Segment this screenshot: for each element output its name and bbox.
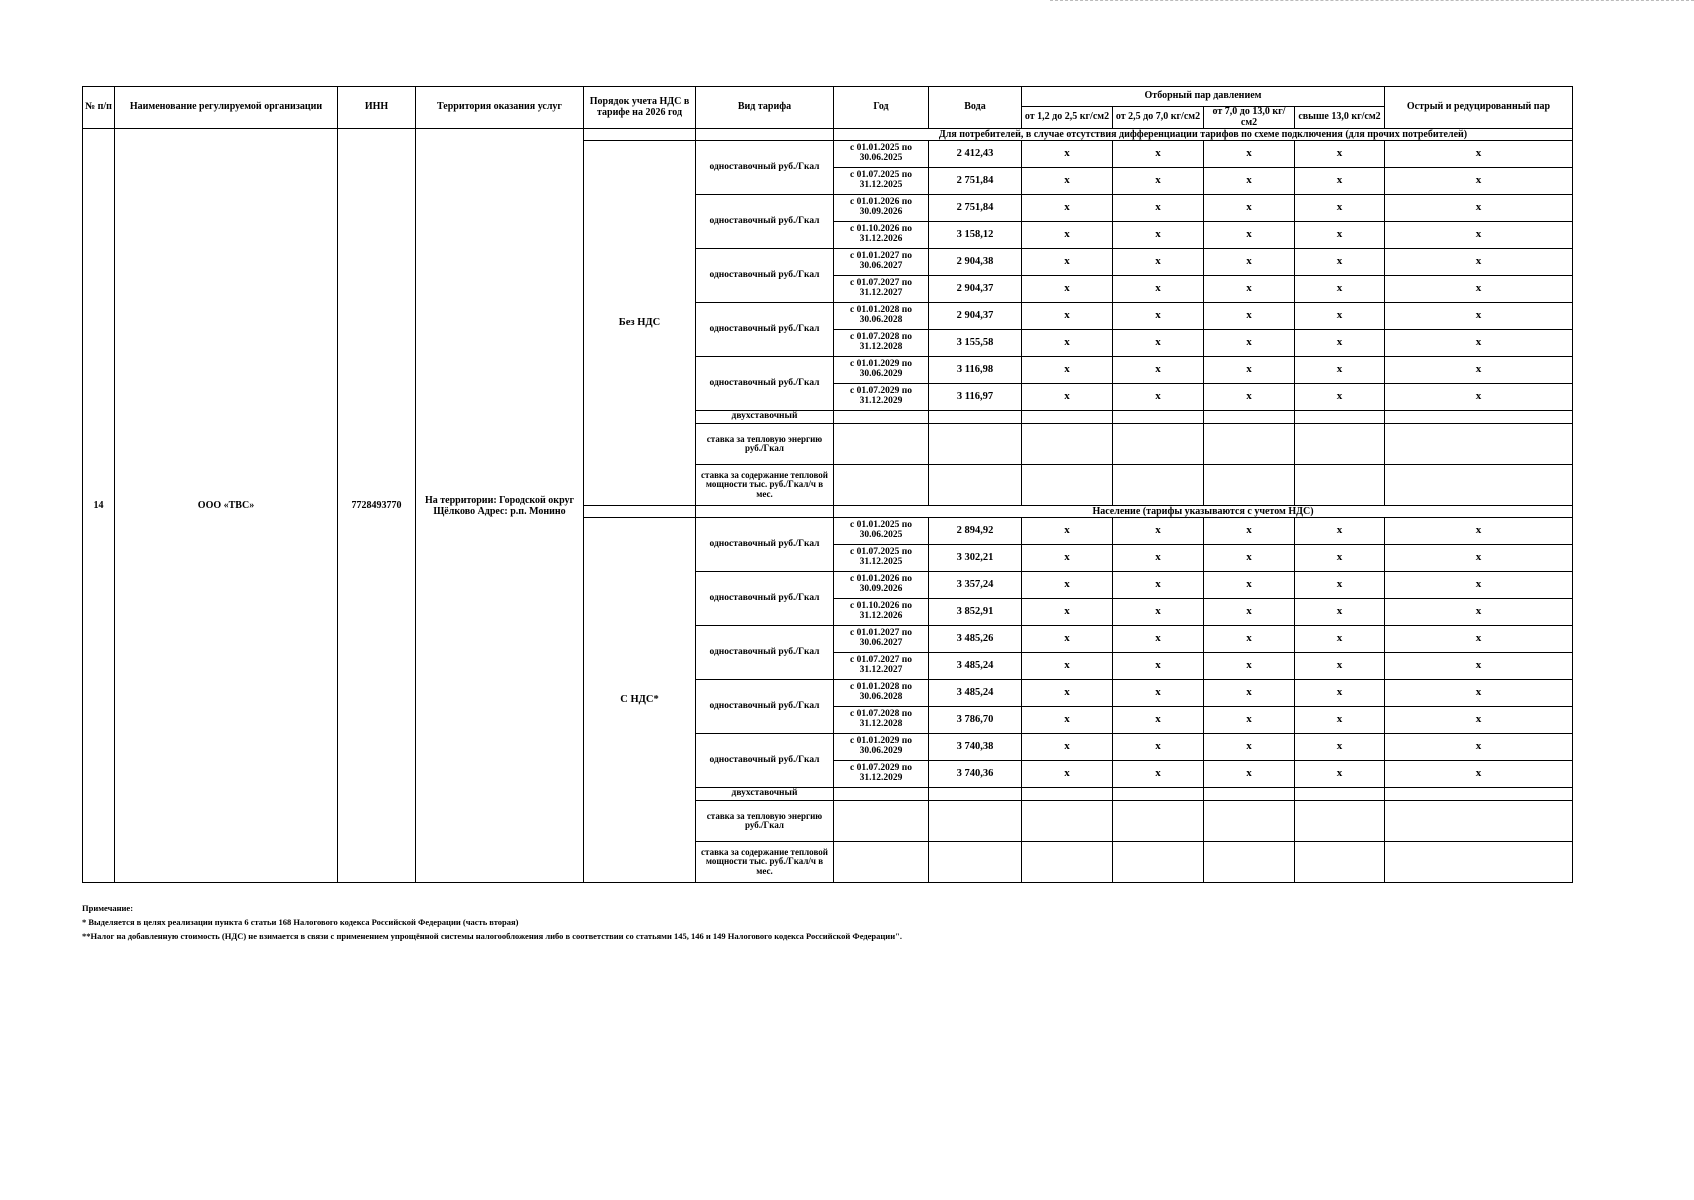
empty-cell xyxy=(929,801,1022,842)
empty-cell xyxy=(1385,411,1573,424)
empty-cell xyxy=(834,424,929,465)
empty-cell xyxy=(1113,411,1204,424)
band-label: Для потребителей, в случае отсутствия дифференциации тарифов по схеме подключения (для прочих потребителей) xyxy=(834,129,1573,141)
water-value: 3 740,38 xyxy=(929,734,1022,761)
header-org: Наименование регулируемой организации xyxy=(115,87,338,129)
empty-cell xyxy=(1385,424,1573,465)
empty-cell xyxy=(1385,788,1573,801)
note-2: **Налог на добавленную стоимость (НДС) не взимается в связи с применением упрощённой системы налогообложения либо в соответствии со статьями 145, 146 и 149 Налогового кодекса Российской Федерации". xyxy=(82,931,902,941)
header-year: Год xyxy=(834,87,929,129)
cross-mark: x xyxy=(1113,384,1204,411)
org-territory: На территории: Городской округ Щёлково Адрес: р.п. Монино xyxy=(416,129,584,883)
cross-mark: x xyxy=(1385,653,1573,680)
cross-mark: x xyxy=(1204,734,1295,761)
period-cell: с 01.01.2027 по 30.06.2027 xyxy=(834,626,929,653)
cross-mark: x xyxy=(1295,626,1385,653)
cross-mark: x xyxy=(1204,707,1295,734)
band-label: Население (тарифы указываются с учетом НДС) xyxy=(834,506,1573,518)
empty-cell xyxy=(1022,411,1113,424)
tariff-type: одноставочный руб./Гкал xyxy=(696,195,834,249)
empty-cell xyxy=(1204,801,1295,842)
cross-mark: x xyxy=(1204,222,1295,249)
cross-mark: x xyxy=(1022,249,1113,276)
empty-cell xyxy=(1295,788,1385,801)
cross-mark: x xyxy=(1022,653,1113,680)
cross-mark: x xyxy=(1385,518,1573,545)
cross-mark: x xyxy=(1385,195,1573,222)
period-cell: с 01.01.2029 по 30.06.2029 xyxy=(834,357,929,384)
empty-cell xyxy=(834,842,929,883)
empty-cell xyxy=(1113,465,1204,506)
cross-mark: x xyxy=(1022,222,1113,249)
cross-mark: x xyxy=(1295,222,1385,249)
tariff-type: одноставочный руб./Гкал xyxy=(696,303,834,357)
period-cell: с 01.07.2027 по 31.12.2027 xyxy=(834,653,929,680)
cross-mark: x xyxy=(1385,572,1573,599)
empty-cell xyxy=(1204,411,1295,424)
cross-mark: x xyxy=(1295,195,1385,222)
header-water: Вода xyxy=(929,87,1022,129)
cross-mark: x xyxy=(1022,707,1113,734)
period-cell: с 01.01.2028 по 30.06.2028 xyxy=(834,303,929,330)
cross-mark: x xyxy=(1385,222,1573,249)
cross-mark: x xyxy=(1295,707,1385,734)
empty-cell xyxy=(1113,424,1204,465)
capacity-rate-label: ставка за содержание тепловой мощности тыс. руб./Гкал/ч в мес. xyxy=(696,465,834,506)
cross-mark: x xyxy=(1295,734,1385,761)
empty-cell xyxy=(1385,842,1573,883)
cross-mark: x xyxy=(1022,330,1113,357)
period-cell: с 01.07.2029 по 31.12.2029 xyxy=(834,384,929,411)
cross-mark: x xyxy=(1295,761,1385,788)
cross-mark: x xyxy=(1204,545,1295,572)
period-cell: с 01.01.2026 по 30.09.2026 xyxy=(834,195,929,222)
period-cell: с 01.07.2025 по 31.12.2025 xyxy=(834,168,929,195)
empty-cell xyxy=(1385,801,1573,842)
cross-mark: x xyxy=(1204,195,1295,222)
water-value: 3 786,70 xyxy=(929,707,1022,734)
cross-mark: x xyxy=(1385,734,1573,761)
cross-mark: x xyxy=(1295,518,1385,545)
cross-mark: x xyxy=(1113,168,1204,195)
empty-cell xyxy=(834,465,929,506)
empty-cell xyxy=(1204,465,1295,506)
cross-mark: x xyxy=(1113,330,1204,357)
cross-mark: x xyxy=(1385,626,1573,653)
cross-mark: x xyxy=(1204,653,1295,680)
cross-mark: x xyxy=(1385,249,1573,276)
header-inn: ИНН xyxy=(338,87,416,129)
tariff-table xyxy=(82,86,1573,883)
cross-mark: x xyxy=(1113,572,1204,599)
tariff-type: одноставочный руб./Гкал xyxy=(696,680,834,734)
empty-cell xyxy=(929,465,1022,506)
cross-mark: x xyxy=(1295,653,1385,680)
cross-mark: x xyxy=(1113,249,1204,276)
cross-mark: x xyxy=(1295,249,1385,276)
water-value: 2 751,84 xyxy=(929,195,1022,222)
period-cell: с 01.10.2026 по 31.12.2026 xyxy=(834,222,929,249)
cross-mark: x xyxy=(1113,653,1204,680)
cross-mark: x xyxy=(1295,168,1385,195)
header-steam-group: Отборный пар давлением xyxy=(1022,87,1385,107)
cross-mark: x xyxy=(1022,680,1113,707)
tariff-type: одноставочный руб./Гкал xyxy=(696,141,834,195)
cross-mark: x xyxy=(1204,249,1295,276)
empty-cell xyxy=(929,424,1022,465)
water-value: 2 412,43 xyxy=(929,141,1022,168)
cross-mark: x xyxy=(1295,357,1385,384)
cross-mark: x xyxy=(1022,195,1113,222)
cross-mark: x xyxy=(1113,680,1204,707)
cross-mark: x xyxy=(1113,276,1204,303)
scan-artifact-line xyxy=(1050,0,1694,2)
empty-cell xyxy=(1295,411,1385,424)
empty-cell xyxy=(929,411,1022,424)
cross-mark: x xyxy=(1385,761,1573,788)
cross-mark: x xyxy=(1022,141,1113,168)
empty-cell xyxy=(1022,788,1113,801)
cross-mark: x xyxy=(1204,357,1295,384)
cross-mark: x xyxy=(1022,572,1113,599)
cross-mark: x xyxy=(1295,384,1385,411)
period-cell: с 01.07.2025 по 31.12.2025 xyxy=(834,545,929,572)
cross-mark: x xyxy=(1204,599,1295,626)
cross-mark: x xyxy=(1204,384,1295,411)
cross-mark: x xyxy=(1113,222,1204,249)
tariff-type: одноставочный руб./Гкал xyxy=(696,518,834,572)
cross-mark: x xyxy=(1113,599,1204,626)
period-cell: с 01.10.2026 по 31.12.2026 xyxy=(834,599,929,626)
cross-mark: x xyxy=(1295,276,1385,303)
cross-mark: x xyxy=(1295,572,1385,599)
cross-mark: x xyxy=(1113,303,1204,330)
cross-mark: x xyxy=(1385,599,1573,626)
band-blank xyxy=(584,129,696,141)
water-value: 3 357,24 xyxy=(929,572,1022,599)
water-value: 3 116,98 xyxy=(929,357,1022,384)
cross-mark: x xyxy=(1295,141,1385,168)
tariff-type: одноставочный руб./Гкал xyxy=(696,249,834,303)
cross-mark: x xyxy=(1022,599,1113,626)
empty-cell xyxy=(1385,465,1573,506)
cross-mark: x xyxy=(1204,626,1295,653)
cross-mark: x xyxy=(1113,626,1204,653)
water-value: 3 302,21 xyxy=(929,545,1022,572)
header-sharp-steam: Острый и редуцированный пар xyxy=(1385,87,1573,129)
cross-mark: x xyxy=(1204,572,1295,599)
empty-cell xyxy=(1295,842,1385,883)
water-value: 2 894,92 xyxy=(929,518,1022,545)
empty-cell xyxy=(929,842,1022,883)
period-cell: с 01.07.2028 по 31.12.2028 xyxy=(834,707,929,734)
period-cell: с 01.01.2026 по 30.09.2026 xyxy=(834,572,929,599)
cross-mark: x xyxy=(1022,761,1113,788)
water-value: 2 751,84 xyxy=(929,168,1022,195)
header-steam-2: от 2,5 до 7,0 кг/см2 xyxy=(1113,107,1204,129)
cross-mark: x xyxy=(1113,141,1204,168)
empty-cell xyxy=(1022,801,1113,842)
cross-mark: x xyxy=(1113,734,1204,761)
empty-cell xyxy=(1113,842,1204,883)
period-cell: с 01.07.2029 по 31.12.2029 xyxy=(834,761,929,788)
empty-cell xyxy=(834,801,929,842)
header-territory: Территория оказания услуг xyxy=(416,87,584,129)
notes xyxy=(82,901,902,943)
empty-cell xyxy=(1022,842,1113,883)
header-vat-order: Порядок учета НДС в тарифе на 2026 год xyxy=(584,87,696,129)
cross-mark: x xyxy=(1113,761,1204,788)
header-steam-3: от 7,0 до 13,0 кг/см2 xyxy=(1204,107,1295,129)
header-row-1 xyxy=(83,87,1573,107)
band-blank xyxy=(584,506,696,518)
empty-cell xyxy=(929,788,1022,801)
water-value: 3 485,24 xyxy=(929,680,1022,707)
cross-mark: x xyxy=(1204,276,1295,303)
cross-mark: x xyxy=(1113,195,1204,222)
cross-mark: x xyxy=(1385,141,1573,168)
cross-mark: x xyxy=(1022,384,1113,411)
cross-mark: x xyxy=(1022,518,1113,545)
period-cell: с 01.01.2028 по 30.06.2028 xyxy=(834,680,929,707)
cross-mark: x xyxy=(1113,518,1204,545)
period-cell: с 01.01.2027 по 30.06.2027 xyxy=(834,249,929,276)
empty-cell xyxy=(1295,801,1385,842)
cross-mark: x xyxy=(1022,168,1113,195)
cross-mark: x xyxy=(1385,384,1573,411)
note-1: * Выделяется в целях реализации пункта 6 статьи 168 Налогового кодекса Российской Федерации (часть вторая) xyxy=(82,917,519,927)
empty-cell xyxy=(1113,788,1204,801)
cross-mark: x xyxy=(1022,357,1113,384)
cross-mark: x xyxy=(1204,303,1295,330)
cross-mark: x xyxy=(1295,545,1385,572)
empty-cell xyxy=(1022,465,1113,506)
band-blank xyxy=(696,129,834,141)
cross-mark: x xyxy=(1295,680,1385,707)
water-value: 3 158,12 xyxy=(929,222,1022,249)
water-value: 2 904,37 xyxy=(929,276,1022,303)
tariff-type: одноставочный руб./Гкал xyxy=(696,572,834,626)
water-value: 3 852,91 xyxy=(929,599,1022,626)
org-number: 14 xyxy=(83,129,115,883)
cross-mark: x xyxy=(1385,330,1573,357)
tariff-type: одноставочный руб./Гкал xyxy=(696,357,834,411)
header-steam-1: от 1,2 до 2,5 кг/см2 xyxy=(1022,107,1113,129)
period-cell: с 01.01.2029 по 30.06.2029 xyxy=(834,734,929,761)
cross-mark: x xyxy=(1385,303,1573,330)
cross-mark: x xyxy=(1295,599,1385,626)
empty-cell xyxy=(834,788,929,801)
empty-cell xyxy=(1113,801,1204,842)
cross-mark: x xyxy=(1204,680,1295,707)
cross-mark: x xyxy=(1385,545,1573,572)
cross-mark: x xyxy=(1204,761,1295,788)
cross-mark: x xyxy=(1022,734,1113,761)
cross-mark: x xyxy=(1204,141,1295,168)
cross-mark: x xyxy=(1295,330,1385,357)
cross-mark: x xyxy=(1022,303,1113,330)
empty-cell xyxy=(1295,465,1385,506)
cross-mark: x xyxy=(1113,545,1204,572)
period-cell: с 01.07.2028 по 31.12.2028 xyxy=(834,330,929,357)
period-cell: с 01.01.2025 по 30.06.2025 xyxy=(834,518,929,545)
org-inn: 7728493770 xyxy=(338,129,416,883)
org-name: ООО «ТВС» xyxy=(115,129,338,883)
period-cell: с 01.01.2025 по 30.06.2025 xyxy=(834,141,929,168)
two-rate-label: двухставочный xyxy=(696,411,834,424)
empty-cell xyxy=(1204,424,1295,465)
cross-mark: x xyxy=(1204,518,1295,545)
empty-cell xyxy=(1204,788,1295,801)
water-value: 3 485,24 xyxy=(929,653,1022,680)
empty-cell xyxy=(1022,424,1113,465)
cross-mark: x xyxy=(1385,357,1573,384)
empty-cell xyxy=(1295,424,1385,465)
cross-mark: x xyxy=(1022,276,1113,303)
cross-mark: x xyxy=(1022,626,1113,653)
two-rate-label: двухставочный xyxy=(696,788,834,801)
band-blank xyxy=(696,506,834,518)
cross-mark: x xyxy=(1385,707,1573,734)
cross-mark: x xyxy=(1204,168,1295,195)
energy-rate-label: ставка за тепловую энергию руб./Гкал xyxy=(696,424,834,465)
capacity-rate-label: ставка за содержание тепловой мощности тыс. руб./Гкал/ч в мес. xyxy=(696,842,834,883)
band-row xyxy=(83,129,1573,141)
water-value: 3 155,58 xyxy=(929,330,1022,357)
vat-order: Без НДС xyxy=(584,141,696,506)
water-value: 2 904,37 xyxy=(929,303,1022,330)
header-tariff-type: Вид тарифа xyxy=(696,87,834,129)
water-value: 3 485,26 xyxy=(929,626,1022,653)
cross-mark: x xyxy=(1113,707,1204,734)
empty-cell xyxy=(1204,842,1295,883)
water-value: 3 740,36 xyxy=(929,761,1022,788)
cross-mark: x xyxy=(1385,680,1573,707)
cross-mark: x xyxy=(1204,330,1295,357)
header-steam-4: свыше 13,0 кг/см2 xyxy=(1295,107,1385,129)
energy-rate-label: ставка за тепловую энергию руб./Гкал xyxy=(696,801,834,842)
cross-mark: x xyxy=(1385,168,1573,195)
tariff-type: одноставочный руб./Гкал xyxy=(696,734,834,788)
header-num: № п/п xyxy=(83,87,115,129)
vat-order: С НДС* xyxy=(584,518,696,883)
cross-mark: x xyxy=(1295,303,1385,330)
cross-mark: x xyxy=(1385,276,1573,303)
water-value: 2 904,38 xyxy=(929,249,1022,276)
cross-mark: x xyxy=(1113,357,1204,384)
table-body xyxy=(83,129,1573,883)
notes-title: Примечание: xyxy=(82,903,134,913)
water-value: 3 116,97 xyxy=(929,384,1022,411)
tariff-type: одноставочный руб./Гкал xyxy=(696,626,834,680)
empty-cell xyxy=(834,411,929,424)
period-cell: с 01.07.2027 по 31.12.2027 xyxy=(834,276,929,303)
cross-mark: x xyxy=(1022,545,1113,572)
